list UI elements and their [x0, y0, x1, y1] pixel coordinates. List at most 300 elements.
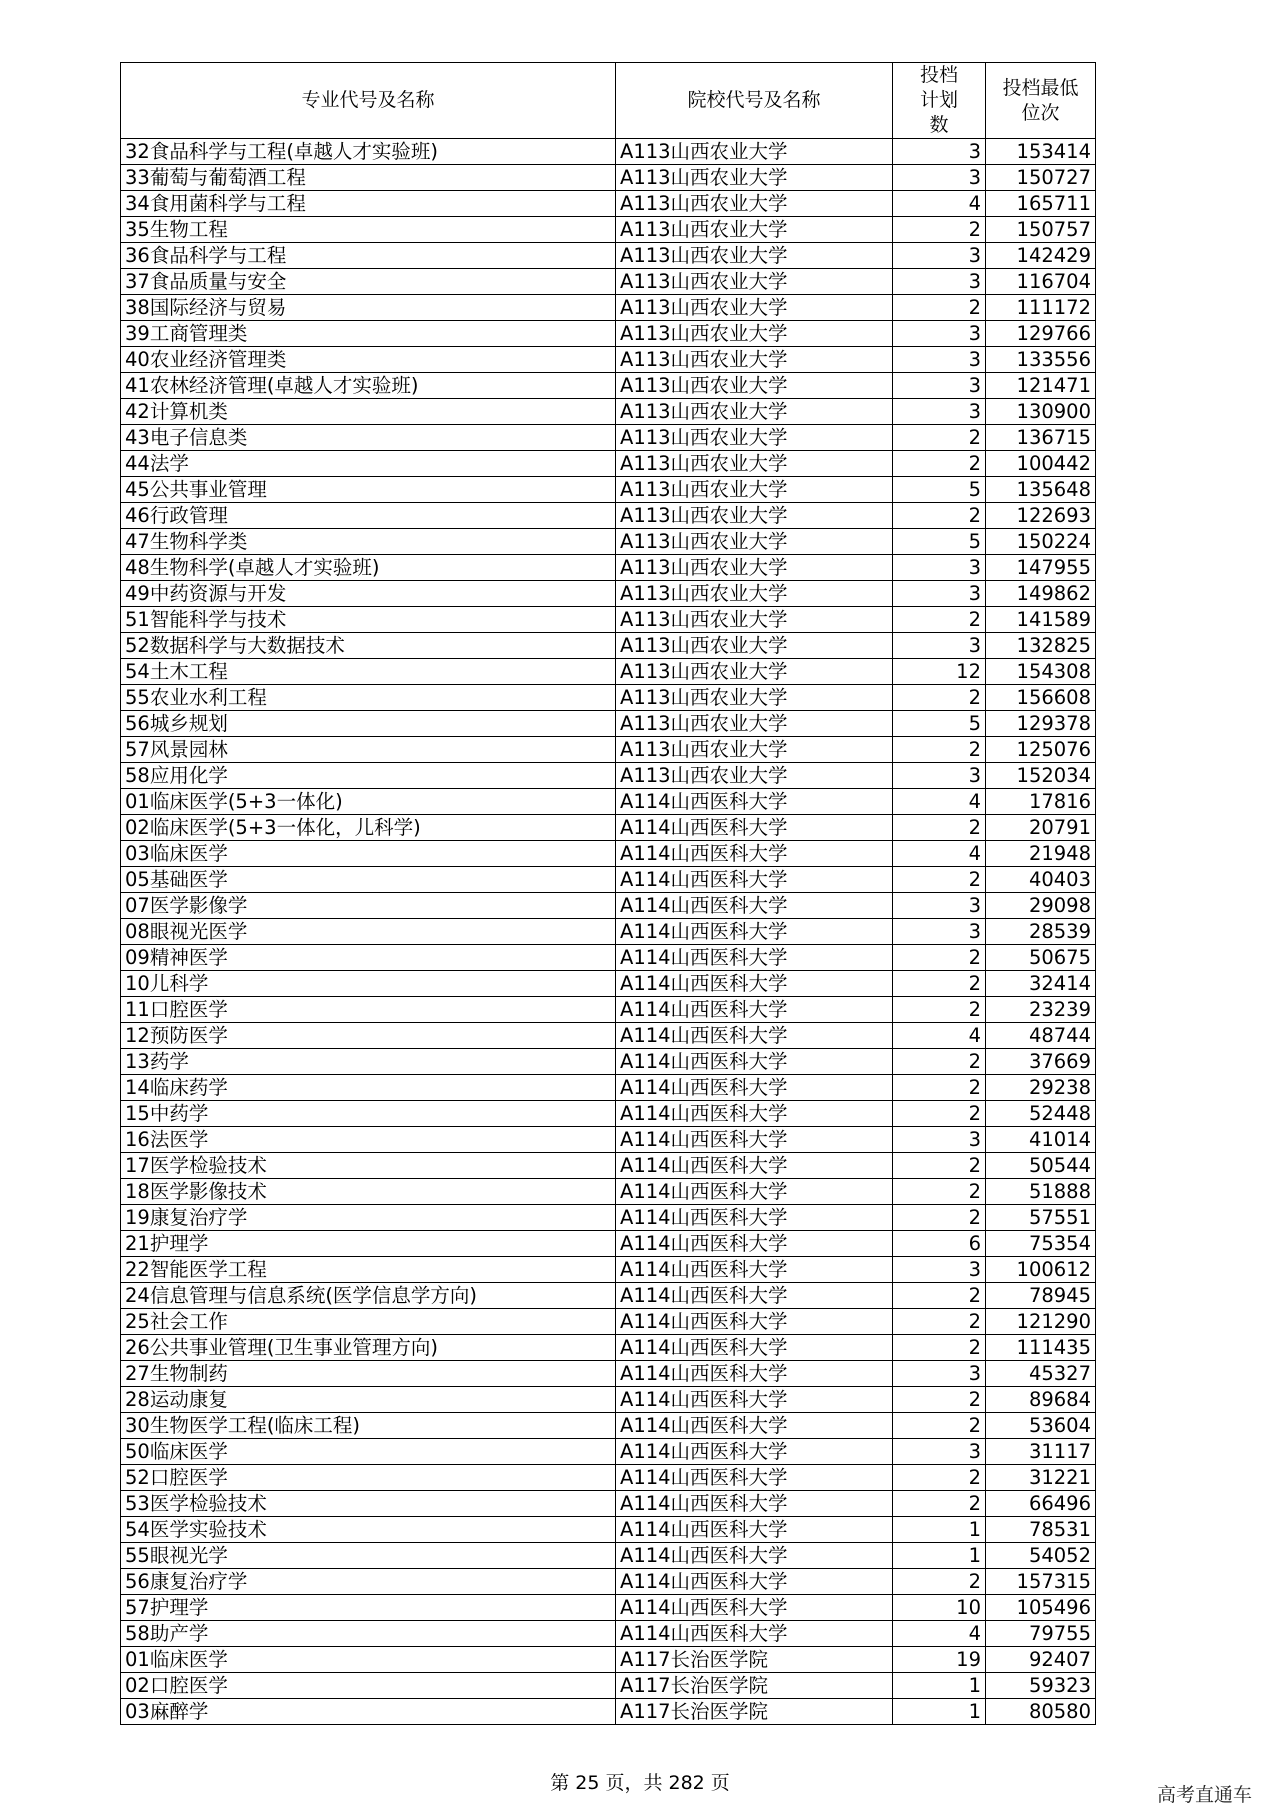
table-row: [121, 1049, 1096, 1075]
plan-cell: 2: [893, 685, 986, 711]
major-cell: 56城乡规划: [121, 711, 616, 737]
major-cell: 24信息管理与信息系统(医学信息学方向): [121, 1283, 616, 1309]
rank-cell: 100612: [986, 1257, 1096, 1283]
rank-cell: 20791: [986, 815, 1096, 841]
rank-cell: 23239: [986, 997, 1096, 1023]
plan-cell: 3: [893, 1257, 986, 1283]
rank-cell: 52448: [986, 1101, 1096, 1127]
table-row: [121, 1491, 1096, 1517]
table-row: [121, 503, 1096, 529]
major-cell: 22智能医学工程: [121, 1257, 616, 1283]
plan-cell: 6: [893, 1231, 986, 1257]
plan-cell: 1: [893, 1699, 986, 1725]
rank-cell: 79755: [986, 1621, 1096, 1647]
table-row: [121, 295, 1096, 321]
plan-cell: 2: [893, 607, 986, 633]
major-cell: 54土木工程: [121, 659, 616, 685]
school-cell: A113山西农业大学: [616, 191, 893, 217]
plan-cell: 1: [893, 1673, 986, 1699]
major-cell: 55眼视光学: [121, 1543, 616, 1569]
table-body: [121, 139, 1096, 1725]
rank-cell: 135648: [986, 477, 1096, 503]
major-cell: 16法医学: [121, 1127, 616, 1153]
school-cell: A113山西农业大学: [616, 659, 893, 685]
major-cell: 08眼视光医学: [121, 919, 616, 945]
plan-cell: 5: [893, 477, 986, 503]
school-cell: A113山西农业大学: [616, 373, 893, 399]
rank-cell: 132825: [986, 633, 1096, 659]
rank-cell: 165711: [986, 191, 1096, 217]
school-cell: A113山西农业大学: [616, 321, 893, 347]
school-cell: A114山西医科大学: [616, 1595, 893, 1621]
table-row: [121, 737, 1096, 763]
rank-cell: 50544: [986, 1153, 1096, 1179]
school-cell: A113山西农业大学: [616, 529, 893, 555]
school-cell: A117长治医学院: [616, 1647, 893, 1673]
rank-cell: 130900: [986, 399, 1096, 425]
school-cell: A113山西农业大学: [616, 711, 893, 737]
table-row: [121, 1647, 1096, 1673]
plan-cell: 3: [893, 581, 986, 607]
plan-cell: 4: [893, 789, 986, 815]
rank-cell: 150727: [986, 165, 1096, 191]
rank-cell: 48744: [986, 1023, 1096, 1049]
table-row: [121, 1023, 1096, 1049]
major-cell: 43电子信息类: [121, 425, 616, 451]
school-cell: A114山西医科大学: [616, 1101, 893, 1127]
major-cell: 02口腔医学: [121, 1673, 616, 1699]
plan-cell: 2: [893, 1387, 986, 1413]
header-row: [121, 63, 1096, 139]
school-cell: A113山西农业大学: [616, 295, 893, 321]
school-cell: A113山西农业大学: [616, 737, 893, 763]
rank-cell: 121471: [986, 373, 1096, 399]
plan-cell: 3: [893, 139, 986, 165]
school-cell: A113山西农业大学: [616, 503, 893, 529]
table-row: [121, 685, 1096, 711]
school-cell: A114山西医科大学: [616, 945, 893, 971]
school-cell: A113山西农业大学: [616, 685, 893, 711]
major-cell: 18医学影像技术: [121, 1179, 616, 1205]
school-cell: A114山西医科大学: [616, 1023, 893, 1049]
page-footer: 第 25 页，共 282 页: [550, 1772, 730, 1794]
table-row: [121, 529, 1096, 555]
school-cell: A114山西医科大学: [616, 1491, 893, 1517]
major-cell: 37食品质量与安全: [121, 269, 616, 295]
major-cell: 03麻醉学: [121, 1699, 616, 1725]
rank-cell: 133556: [986, 347, 1096, 373]
rank-cell: 129378: [986, 711, 1096, 737]
rank-cell: 50675: [986, 945, 1096, 971]
school-cell: A113山西农业大学: [616, 477, 893, 503]
plan-cell: 2: [893, 503, 986, 529]
admission-table: [120, 62, 1096, 1725]
table-row: [121, 373, 1096, 399]
table-row: [121, 789, 1096, 815]
rank-cell: 31221: [986, 1465, 1096, 1491]
rank-cell: 149862: [986, 581, 1096, 607]
plan-cell: 2: [893, 1049, 986, 1075]
table-row: [121, 633, 1096, 659]
major-cell: 53医学检验技术: [121, 1491, 616, 1517]
major-cell: 42计算机类: [121, 399, 616, 425]
school-cell: A114山西医科大学: [616, 1309, 893, 1335]
table-row: [121, 555, 1096, 581]
rank-cell: 29238: [986, 1075, 1096, 1101]
plan-cell: 3: [893, 243, 986, 269]
rank-cell: 92407: [986, 1647, 1096, 1673]
major-cell: 44法学: [121, 451, 616, 477]
major-cell: 27生物制药: [121, 1361, 616, 1387]
school-cell: A114山西医科大学: [616, 815, 893, 841]
school-cell: A113山西农业大学: [616, 139, 893, 165]
plan-cell: 3: [893, 1361, 986, 1387]
major-cell: 01临床医学(5+3一体化): [121, 789, 616, 815]
rank-cell: 156608: [986, 685, 1096, 711]
major-cell: 10儿科学: [121, 971, 616, 997]
plan-cell: 2: [893, 737, 986, 763]
plan-cell: 2: [893, 1153, 986, 1179]
table-row: [121, 1699, 1096, 1725]
major-cell: 52数据科学与大数据技术: [121, 633, 616, 659]
table-row: [121, 1569, 1096, 1595]
table-row: [121, 1101, 1096, 1127]
table-row: [121, 1543, 1096, 1569]
school-cell: A114山西医科大学: [616, 1361, 893, 1387]
major-cell: 01临床医学: [121, 1647, 616, 1673]
rank-cell: 41014: [986, 1127, 1096, 1153]
school-cell: A113山西农业大学: [616, 581, 893, 607]
rank-cell: 105496: [986, 1595, 1096, 1621]
school-cell: A114山西医科大学: [616, 1335, 893, 1361]
plan-cell: 2: [893, 1465, 986, 1491]
table-row: [121, 815, 1096, 841]
table-row: [121, 217, 1096, 243]
table-row: [121, 347, 1096, 373]
school-cell: A114山西医科大学: [616, 1179, 893, 1205]
plan-cell: 2: [893, 867, 986, 893]
table-row: [121, 997, 1096, 1023]
table-row: [121, 711, 1096, 737]
plan-cell: 12: [893, 659, 986, 685]
header-rank: 投档最低位次: [986, 63, 1096, 139]
school-cell: A113山西农业大学: [616, 243, 893, 269]
plan-cell: 3: [893, 633, 986, 659]
major-cell: 47生物科学类: [121, 529, 616, 555]
plan-cell: 4: [893, 1621, 986, 1647]
table-row: [121, 893, 1096, 919]
rank-cell: 100442: [986, 451, 1096, 477]
rank-cell: 153414: [986, 139, 1096, 165]
table-row: [121, 1413, 1096, 1439]
table-row: [121, 399, 1096, 425]
plan-cell: 2: [893, 1179, 986, 1205]
plan-cell: 2: [893, 815, 986, 841]
rank-cell: 154308: [986, 659, 1096, 685]
school-cell: A113山西农业大学: [616, 555, 893, 581]
rank-cell: 150757: [986, 217, 1096, 243]
school-cell: A114山西医科大学: [616, 1543, 893, 1569]
table-row: [121, 607, 1096, 633]
school-cell: A114山西医科大学: [616, 1413, 893, 1439]
table-row: [121, 1439, 1096, 1465]
plan-cell: 2: [893, 1283, 986, 1309]
school-cell: A113山西农业大学: [616, 633, 893, 659]
major-cell: 58助产学: [121, 1621, 616, 1647]
major-cell: 15中药学: [121, 1101, 616, 1127]
school-cell: A113山西农业大学: [616, 269, 893, 295]
rank-cell: 57551: [986, 1205, 1096, 1231]
plan-cell: 4: [893, 1023, 986, 1049]
rank-cell: 116704: [986, 269, 1096, 295]
school-cell: A114山西医科大学: [616, 1283, 893, 1309]
rank-cell: 150224: [986, 529, 1096, 555]
table-row: [121, 1257, 1096, 1283]
plan-cell: 3: [893, 165, 986, 191]
school-cell: A114山西医科大学: [616, 1257, 893, 1283]
major-cell: 57风景园林: [121, 737, 616, 763]
rank-cell: 40403: [986, 867, 1096, 893]
plan-cell: 2: [893, 1075, 986, 1101]
major-cell: 03临床医学: [121, 841, 616, 867]
table-row: [121, 1205, 1096, 1231]
school-cell: A113山西农业大学: [616, 763, 893, 789]
plan-cell: 3: [893, 347, 986, 373]
plan-cell: 4: [893, 841, 986, 867]
major-cell: 57护理学: [121, 1595, 616, 1621]
plan-cell: 2: [893, 1569, 986, 1595]
major-cell: 55农业水利工程: [121, 685, 616, 711]
major-cell: 41农林经济管理(卓越人才实验班): [121, 373, 616, 399]
plan-cell: 2: [893, 945, 986, 971]
rank-cell: 31117: [986, 1439, 1096, 1465]
table-row: [121, 451, 1096, 477]
school-cell: A114山西医科大学: [616, 789, 893, 815]
school-cell: A113山西农业大学: [616, 347, 893, 373]
table-row: [121, 477, 1096, 503]
rank-cell: 78945: [986, 1283, 1096, 1309]
school-cell: A114山西医科大学: [616, 893, 893, 919]
rank-cell: 121290: [986, 1309, 1096, 1335]
plan-cell: 1: [893, 1543, 986, 1569]
plan-cell: 2: [893, 217, 986, 243]
table-row: [121, 1283, 1096, 1309]
plan-cell: 10: [893, 1595, 986, 1621]
rank-cell: 28539: [986, 919, 1096, 945]
table-row: [121, 971, 1096, 997]
table-row: [121, 1387, 1096, 1413]
school-cell: A113山西农业大学: [616, 451, 893, 477]
major-cell: 48生物科学(卓越人才实验班): [121, 555, 616, 581]
major-cell: 34食用菌科学与工程: [121, 191, 616, 217]
school-cell: A114山西医科大学: [616, 997, 893, 1023]
rank-cell: 37669: [986, 1049, 1096, 1075]
table-row: [121, 1621, 1096, 1647]
rank-cell: 78531: [986, 1517, 1096, 1543]
plan-cell: 3: [893, 555, 986, 581]
major-cell: 21护理学: [121, 1231, 616, 1257]
rank-cell: 111435: [986, 1335, 1096, 1361]
school-cell: A114山西医科大学: [616, 1049, 893, 1075]
major-cell: 32食品科学与工程(卓越人才实验班): [121, 139, 616, 165]
major-cell: 52口腔医学: [121, 1465, 616, 1491]
major-cell: 12预防医学: [121, 1023, 616, 1049]
rank-cell: 122693: [986, 503, 1096, 529]
major-cell: 26公共事业管理(卫生事业管理方向): [121, 1335, 616, 1361]
rank-cell: 141589: [986, 607, 1096, 633]
table-row: [121, 1153, 1096, 1179]
major-cell: 28运动康复: [121, 1387, 616, 1413]
major-cell: 58应用化学: [121, 763, 616, 789]
table-row: [121, 1465, 1096, 1491]
major-cell: 07医学影像学: [121, 893, 616, 919]
plan-cell: 5: [893, 529, 986, 555]
plan-cell: 2: [893, 1491, 986, 1517]
plan-cell: 3: [893, 763, 986, 789]
plan-cell: 2: [893, 1205, 986, 1231]
table-row: [121, 425, 1096, 451]
rank-cell: 136715: [986, 425, 1096, 451]
major-cell: 38国际经济与贸易: [121, 295, 616, 321]
school-cell: A114山西医科大学: [616, 1517, 893, 1543]
table-row: [121, 1231, 1096, 1257]
rank-cell: 45327: [986, 1361, 1096, 1387]
major-cell: 35生物工程: [121, 217, 616, 243]
school-cell: A113山西农业大学: [616, 165, 893, 191]
plan-cell: 2: [893, 451, 986, 477]
rank-cell: 111172: [986, 295, 1096, 321]
rank-cell: 75354: [986, 1231, 1096, 1257]
rank-cell: 125076: [986, 737, 1096, 763]
rank-cell: 147955: [986, 555, 1096, 581]
table-row: [121, 1179, 1096, 1205]
table-row: [121, 165, 1096, 191]
table-row: [121, 581, 1096, 607]
table-row: [121, 269, 1096, 295]
plan-cell: 2: [893, 997, 986, 1023]
rank-cell: 32414: [986, 971, 1096, 997]
table-row: [121, 945, 1096, 971]
table-row: [121, 1127, 1096, 1153]
major-cell: 40农业经济管理类: [121, 347, 616, 373]
school-cell: A114山西医科大学: [616, 1621, 893, 1647]
plan-cell: 2: [893, 425, 986, 451]
header-school: 院校代号及名称: [616, 63, 893, 139]
major-cell: 14临床药学: [121, 1075, 616, 1101]
table-row: [121, 1075, 1096, 1101]
table-row: [121, 659, 1096, 685]
school-cell: A114山西医科大学: [616, 1153, 893, 1179]
rank-cell: 157315: [986, 1569, 1096, 1595]
header-major: 专业代号及名称: [121, 63, 616, 139]
rank-cell: 21948: [986, 841, 1096, 867]
rank-cell: 53604: [986, 1413, 1096, 1439]
school-cell: A114山西医科大学: [616, 1569, 893, 1595]
plan-cell: 3: [893, 893, 986, 919]
school-cell: A114山西医科大学: [616, 841, 893, 867]
plan-cell: 2: [893, 1101, 986, 1127]
major-cell: 46行政管理: [121, 503, 616, 529]
major-cell: 49中药资源与开发: [121, 581, 616, 607]
school-cell: A114山西医科大学: [616, 867, 893, 893]
rank-cell: 54052: [986, 1543, 1096, 1569]
table-row: [121, 841, 1096, 867]
rank-cell: 59323: [986, 1673, 1096, 1699]
table-row: [121, 321, 1096, 347]
plan-cell: 2: [893, 1413, 986, 1439]
rank-cell: 129766: [986, 321, 1096, 347]
school-cell: A114山西医科大学: [616, 1231, 893, 1257]
school-cell: A114山西医科大学: [616, 1439, 893, 1465]
plan-cell: 2: [893, 971, 986, 997]
table-row: [121, 1335, 1096, 1361]
school-cell: A114山西医科大学: [616, 1075, 893, 1101]
brand-watermark: 高考直通车: [1156, 1784, 1252, 1806]
plan-cell: 3: [893, 269, 986, 295]
plan-cell: 19: [893, 1647, 986, 1673]
plan-cell: 3: [893, 373, 986, 399]
plan-cell: 3: [893, 1127, 986, 1153]
header-plan: 投档计划数: [893, 63, 986, 139]
school-cell: A114山西医科大学: [616, 1127, 893, 1153]
rank-cell: 142429: [986, 243, 1096, 269]
school-cell: A114山西医科大学: [616, 919, 893, 945]
rank-cell: 80580: [986, 1699, 1096, 1725]
school-cell: A114山西医科大学: [616, 1205, 893, 1231]
plan-cell: 3: [893, 919, 986, 945]
school-cell: A113山西农业大学: [616, 425, 893, 451]
major-cell: 11口腔医学: [121, 997, 616, 1023]
major-cell: 13药学: [121, 1049, 616, 1075]
school-cell: A114山西医科大学: [616, 971, 893, 997]
major-cell: 09精神医学: [121, 945, 616, 971]
major-cell: 51智能科学与技术: [121, 607, 616, 633]
plan-cell: 3: [893, 1439, 986, 1465]
table-row: [121, 919, 1096, 945]
major-cell: 19康复治疗学: [121, 1205, 616, 1231]
school-cell: A113山西农业大学: [616, 607, 893, 633]
table-row: [121, 139, 1096, 165]
table-row: [121, 1361, 1096, 1387]
major-cell: 50临床医学: [121, 1439, 616, 1465]
plan-cell: 2: [893, 1309, 986, 1335]
table-row: [121, 763, 1096, 789]
major-cell: 02临床医学(5+3一体化，儿科学): [121, 815, 616, 841]
plan-cell: 2: [893, 295, 986, 321]
table-row: [121, 1673, 1096, 1699]
major-cell: 30生物医学工程(临床工程): [121, 1413, 616, 1439]
plan-cell: 3: [893, 321, 986, 347]
rank-cell: 29098: [986, 893, 1096, 919]
major-cell: 17医学检验技术: [121, 1153, 616, 1179]
major-cell: 33葡萄与葡萄酒工程: [121, 165, 616, 191]
plan-cell: 3: [893, 399, 986, 425]
plan-cell: 4: [893, 191, 986, 217]
table-row: [121, 867, 1096, 893]
major-cell: 56康复治疗学: [121, 1569, 616, 1595]
school-cell: A113山西农业大学: [616, 399, 893, 425]
plan-cell: 2: [893, 1335, 986, 1361]
school-cell: A114山西医科大学: [616, 1465, 893, 1491]
major-cell: 45公共事业管理: [121, 477, 616, 503]
table-row: [121, 191, 1096, 217]
rank-cell: 66496: [986, 1491, 1096, 1517]
major-cell: 54医学实验技术: [121, 1517, 616, 1543]
table-row: [121, 243, 1096, 269]
school-cell: A117长治医学院: [616, 1673, 893, 1699]
rank-cell: 89684: [986, 1387, 1096, 1413]
school-cell: A114山西医科大学: [616, 1387, 893, 1413]
